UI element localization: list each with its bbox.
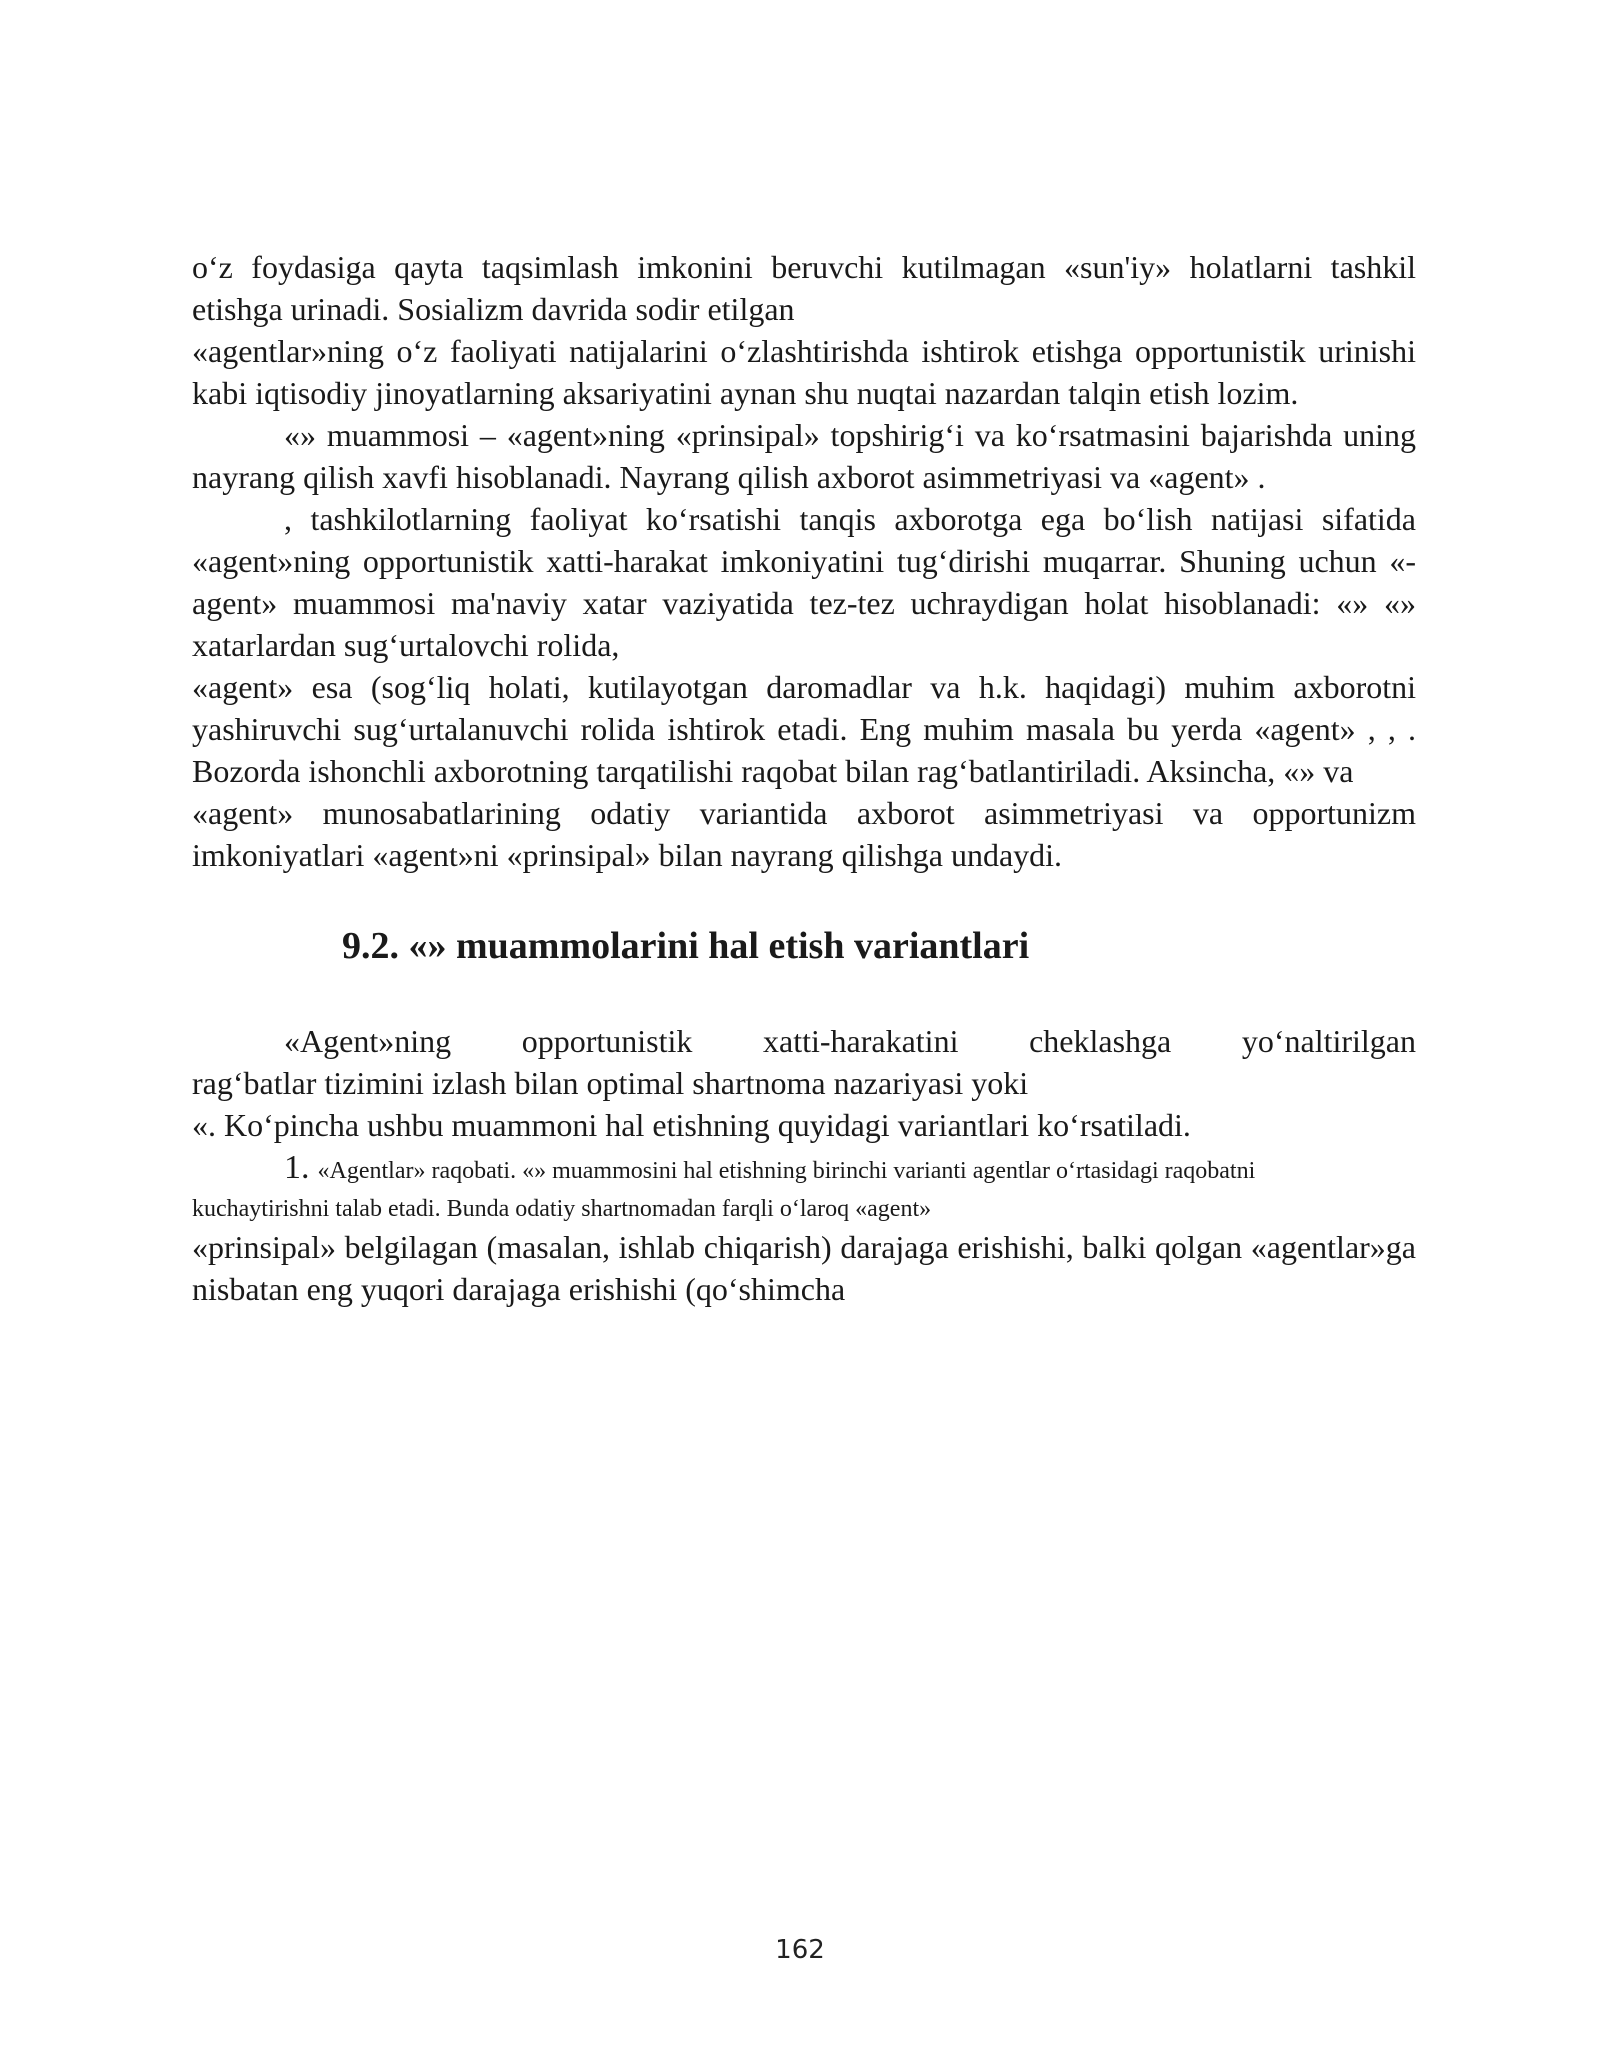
paragraph-final: «prinsipal» belgilagan (masalan, ishlab chiqarish) darajaga erishishi, balki qolgan «agentlar»ga nisbatan eng yuqori darajaga erishishi (qo‘shimcha — [192, 1229, 1416, 1307]
paragraph-8: «. Ko‘pincha ushbu muammoni hal etishning quyidagi variantlari ko‘rsatiladi. — [192, 1107, 1191, 1143]
list-item-first-line: «Agentlar» raqobati. «» muammosini hal etishning birinchi varianti agentlar o‘rtasidagi raqobatni — [317, 1158, 1256, 1184]
body-text — [192, 246, 1416, 1310]
section-heading: 9.2. «» muammolarini hal etish variantlari — [342, 925, 1030, 967]
paragraph-3: «» muammosi – «agent»ning «prinsipal» topshirig‘i va ko‘rsatmasini bajarishda uning nayrang qilish xavfi hisoblanadi. Nayrang qilish axborot asimmetriyasi va «agent» . — [192, 417, 1416, 495]
paragraph-1: o‘z foydasiga qayta taqsimlash imkonini beruvchi kutilmagan «sun'iy» holatlarni tashkil etishga urinadi. Sosializm davrida sodir etilgan — [192, 249, 1416, 327]
paragraph-2: «agentlar»ning o‘z faoliyati natijalarini o‘zlashtirishda ishtirok etishga opportunistik urinishi kabi iqtisodiy jinoyatlarning aksariyatini aynan shu nuqtai nazardan talqin etish lozim. — [192, 333, 1416, 411]
list-item-second-line: kuchaytirishni talab etadi. Bunda odatiy shartnomadan farqli o‘laroq «agent» — [192, 1196, 932, 1222]
page-number: 162 — [775, 1935, 825, 1965]
paragraph-7-line-2: rag‘batlar tizimini izlash bilan optimal shartnoma nazariyasi yoki — [192, 1065, 1029, 1101]
paragraph-5: «agent» esa (sog‘liq holati, kutilayotgan daromadlar va h.k. haqidagi) muhim axborotni yashiruvchi sug‘urtalanuvchi rolida ishtirok etadi. Eng muhim masala bu yerda «agent» , , . Bozorda ishonchli axborotning tarqatilishi raqobat bilan rag‘batlantiriladi. Aksincha, «» va — [192, 669, 1416, 789]
list-item-number: 1. — [284, 1149, 310, 1186]
paragraph-6: «agent» munosabatlarining odatiy variantida axborot asimmetriyasi va opportunizm imkoniyatlari «agent»ni «prinsipal» bilan nayrang qilishga undaydi. — [192, 795, 1416, 873]
list-item-1 — [192, 1146, 1416, 1192]
paragraph-7: «Agent»ning opportunistik xatti-harakatini cheklashga yo‘naltirilgan — [284, 1023, 1416, 1059]
paragraph-4: , tashkilotlarning faoliyat ko‘rsatishi tanqis axborotga ega bo‘lish natijasi sifatida «agent»ning opportunistik xatti-harakat imkoniyatini tug‘dirishi muqarrar. Shuning uchun «-agent» muammosi ma'naviy xatar vaziyatida tez-tez uchraydigan holat hisoblanadi: «» «» xatarlardan sug‘urtalovchi rolida, — [192, 501, 1416, 663]
